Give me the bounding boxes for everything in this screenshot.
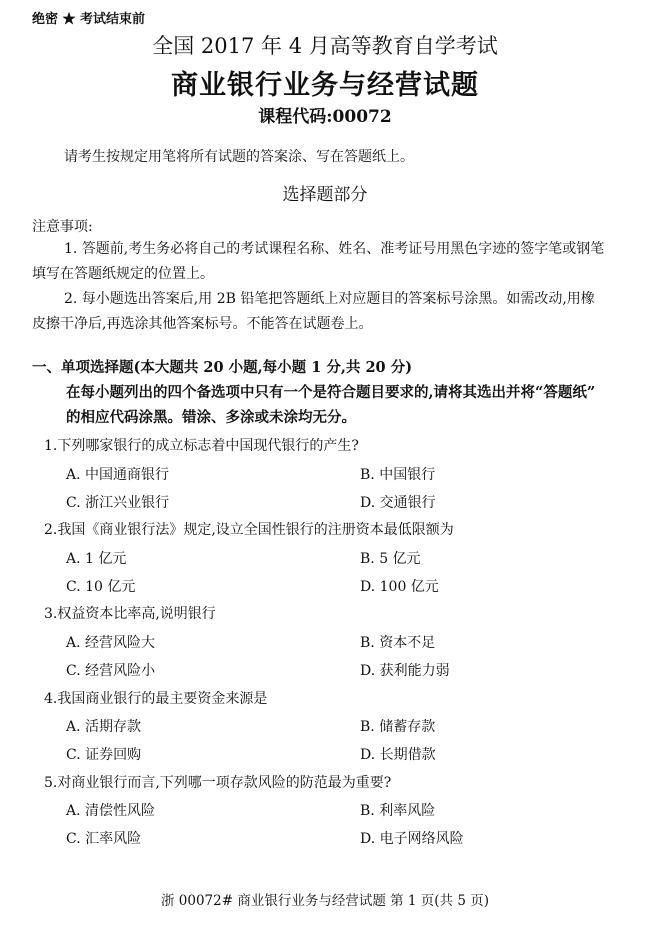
q4-option-d: D. 长期借款 [360,747,436,763]
q2-option-b: B. 5 亿元 [360,551,421,567]
paper-title: 商业银行业务与经营试题 [171,70,479,101]
note-2-line-2: 皮擦干净后,再选涂其他答案标号。不能答在试题卷上。 [32,316,373,332]
q5-option-b: B. 利率风险 [360,803,436,819]
q3-option-c: C. 经营风险小 [66,663,156,679]
note-2-line-1: 2. 每小题选出答案后,用 2B 铅笔把答题纸上对应题目的答案标号涂黑。如需改动,用橡 [64,291,595,307]
question-2: 2.我国《商业银行法》规定,设立全国性银行的注册资本最低限额为 [44,522,454,538]
instruction: 请考生按规定用笔将所有试题的答案涂、写在答题纸上。 [64,149,414,165]
q3-option-d: D. 获利能力弱 [360,663,450,679]
q2-option-d: D. 100 亿元 [360,579,439,595]
notes-title: 注意事项: [32,219,93,235]
q1-option-a: A. 中国通商银行 [66,467,170,483]
q1-option-c: C. 浙江兴业银行 [66,495,170,511]
note-1-line-2: 填写在答题纸规定的位置上。 [32,266,214,282]
question-3: 3.权益资本比率高,说明银行 [44,606,216,622]
question-4: 4.我国商业银行的最主要资金来源是 [44,691,268,707]
q2-option-a: A. 1 亿元 [66,551,127,567]
part1-heading: 一、单项选择题(本大题共 20 小题,每小题 1 分,共 20 分) [32,359,413,376]
q5-option-c: C. 汇率风险 [66,831,142,847]
q4-option-a: A. 活期存款 [66,719,142,735]
section-title: 选择题部分 [282,185,368,205]
q3-option-a: A. 经营风险大 [66,635,156,651]
q2-option-c: C. 10 亿元 [66,579,136,595]
q4-option-c: C. 证券回购 [66,747,142,763]
q1-option-d: D. 交通银行 [360,495,436,511]
part1-desc-line-2: 的相应代码涂黑。错涂、多涂或未涂均无分。 [66,409,356,426]
q1-option-b: B. 中国银行 [360,467,436,483]
exam-title: 全国 2017 年 4 月高等教育自学考试 [152,34,498,58]
q4-option-b: B. 储蓄存款 [360,719,436,735]
part1-desc-line-1: 在每小题列出的四个备选项中只有一个是符合题目要求的,请将其选出并将“答题纸” [66,384,596,401]
q3-option-b: B. 资本不足 [360,635,436,651]
question-1: 1.下列哪家银行的成立标志着中国现代银行的产生? [44,438,359,454]
question-5: 5.对商业银行而言,下列哪一项存款风险的防范最为重要? [44,775,392,791]
course-code: 课程代码:00072 [258,107,392,127]
note-1-line-1: 1. 答题前,考生务必将自己的考试课程名称、姓名、准考证号用黑色字迹的签字笔或钢笔 [64,241,605,257]
q5-option-d: D. 电子网络风险 [360,831,464,847]
page-footer: 浙 00072# 商业银行业务与经营试题 第 1 页(共 5 页) [160,893,489,909]
confidential-label: 绝密 ★ 考试结束前 [32,12,146,27]
q5-option-a: A. 清偿性风险 [66,803,156,819]
